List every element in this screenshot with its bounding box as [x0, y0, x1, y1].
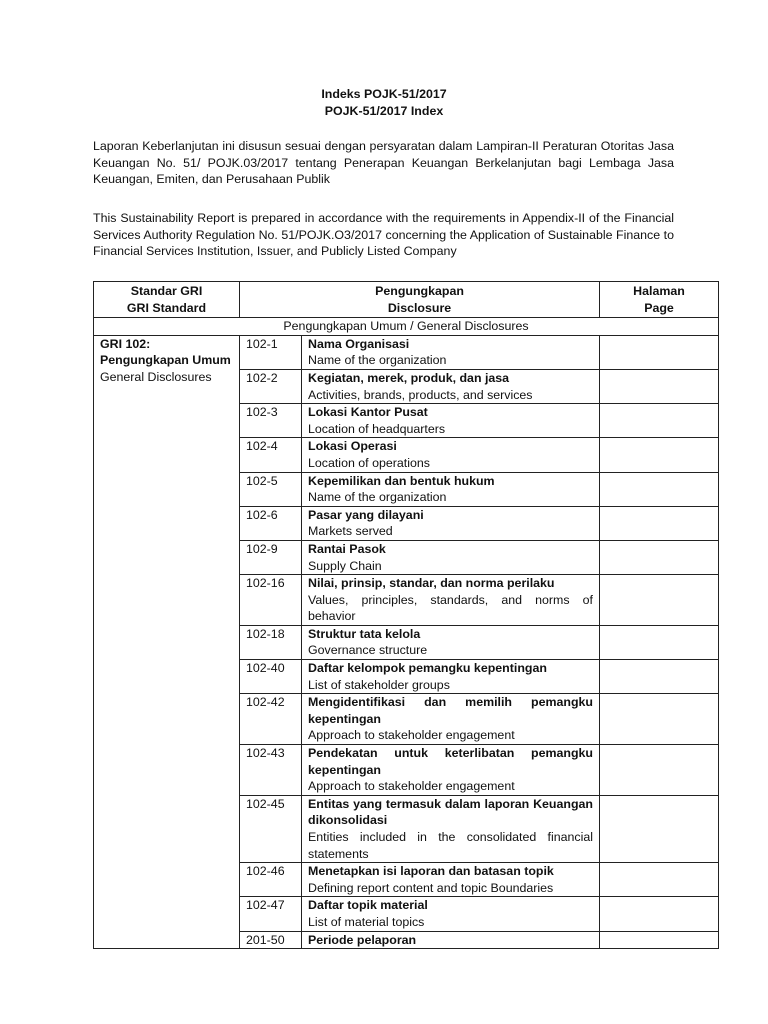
disclosure-description — [302, 575, 600, 626]
gri-standard-name-en: General Disclosures — [100, 369, 212, 384]
disclosure-description — [302, 369, 600, 403]
page-number-cell — [600, 335, 719, 369]
header-standard — [94, 282, 240, 318]
disclosure-title-en: Location of headquarters — [308, 421, 446, 436]
page-number-cell — [600, 660, 719, 694]
disclosure-title-id: Nama Organisasi — [308, 336, 410, 351]
header-disclosure-id: Pengungkapan — [375, 284, 464, 298]
disclosure-description — [302, 625, 600, 659]
disclosure-code: 102-1 — [240, 335, 302, 369]
gri-standard-code: GRI 102: — [100, 336, 151, 351]
disclosure-title-en: Values, principles, standards, and norms of behavior — [308, 592, 593, 624]
disclosure-title-en: Defining report content and topic Boundaries — [308, 880, 554, 895]
disclosure-title-en: Entities included in the consolidated financial statements — [308, 830, 593, 861]
disclosure-description — [302, 694, 600, 745]
disclosure-description — [302, 660, 600, 694]
disclosure-title-id: Menetapkan isi laporan dan batasan topik — [308, 864, 554, 879]
disclosure-title-id: Lokasi Kantor Pusat — [308, 405, 428, 420]
gri-index-table — [93, 281, 719, 949]
disclosure-title-id: Daftar kelompok pemangku kepentingan — [308, 661, 547, 676]
page-number-cell — [600, 438, 719, 472]
disclosure-title-en: Location of operations — [308, 455, 430, 470]
disclosure-code: 102-40 — [240, 660, 302, 694]
disclosure-title-en: Markets served — [308, 524, 393, 539]
disclosure-code: 102-43 — [240, 745, 302, 796]
disclosure-code: 102-16 — [240, 575, 302, 626]
header-standard-en: GRI Standard — [126, 300, 207, 315]
title-indonesian: Indeks POJK-51/2017 — [321, 87, 447, 101]
disclosure-title-id: Periode pelaporan — [308, 932, 417, 947]
disclosure-code: 102-3 — [240, 404, 302, 438]
disclosure-code: 102-9 — [240, 540, 302, 574]
disclosure-code: 102-45 — [240, 795, 302, 862]
disclosure-title-id: Mengidentifikasi dan memilih pemangku kepentingan — [308, 695, 593, 726]
page-number-cell — [600, 931, 719, 949]
disclosure-title-id: Daftar topik material — [308, 898, 428, 913]
disclosure-description — [302, 897, 600, 931]
disclosure-code: 102-4 — [240, 438, 302, 472]
disclosure-title-en: Activities, brands, products, and services — [308, 387, 533, 402]
page-number-cell — [600, 575, 719, 626]
header-disclosure — [240, 282, 600, 318]
disclosure-title-en: Approach to stakeholder engagement — [308, 779, 515, 794]
page-number-cell — [600, 863, 719, 897]
page-number-cell — [600, 472, 719, 506]
disclosure-title-en: List of material topics — [308, 914, 425, 929]
disclosure-title-id: Struktur tata kelola — [308, 626, 421, 641]
disclosure-code: 102-46 — [240, 863, 302, 897]
disclosure-title-en: List of stakeholder groups — [308, 677, 450, 692]
header-page — [600, 282, 719, 318]
header-page-en: Page — [644, 300, 674, 315]
section-heading: Pengungkapan Umum / General Disclosures — [94, 318, 719, 336]
intro-paragraph-english: This Sustainability Report is prepared in accordance with the requirements in Appendix-II of the Financial Services Authority Regulation No. 51/POJK.O3/2017 concerning the Application of Sustainable Finance to Financial Services Institution, Issuer, and Publicly Listed Company — [93, 211, 674, 259]
disclosure-title-id: Lokasi Operasi — [308, 439, 397, 454]
page-number-cell — [600, 625, 719, 659]
disclosure-title-id: Kepemilikan dan bentuk hukum — [308, 473, 495, 488]
disclosure-code: 102-47 — [240, 897, 302, 931]
page-number-cell — [600, 745, 719, 796]
title-english: POJK-51/2017 Index — [324, 104, 444, 118]
section-row — [94, 318, 719, 336]
page-number-cell — [600, 404, 719, 438]
disclosure-title-id: Rantai Pasok — [308, 541, 386, 556]
disclosure-description — [302, 438, 600, 472]
disclosure-code: 102-6 — [240, 506, 302, 540]
disclosure-title-id: Pendekatan untuk keterlibatan pemangku kepentingan — [308, 746, 593, 777]
disclosure-code: 102-42 — [240, 694, 302, 745]
page-number-cell — [600, 897, 719, 931]
page-number-cell — [600, 540, 719, 574]
disclosure-description — [302, 335, 600, 369]
disclosure-description — [302, 472, 600, 506]
header-disclosure-en: Disclosure — [387, 300, 452, 315]
disclosure-description — [302, 795, 600, 862]
disclosure-title-en: Name of the organization — [308, 490, 447, 505]
table-row — [94, 335, 719, 369]
disclosure-code: 102-5 — [240, 472, 302, 506]
disclosure-title-id: Nilai, prinsip, standar, dan norma perilaku — [308, 576, 555, 591]
header-page-id: Halaman — [633, 284, 685, 298]
disclosure-code: 201-50 — [240, 931, 302, 949]
disclosure-description — [302, 863, 600, 897]
page-number-cell — [600, 795, 719, 862]
disclosure-title-en: Approach to stakeholder engagement — [308, 728, 515, 743]
disclosure-title-id: Pasar yang dilayani — [308, 507, 424, 522]
page-number-cell — [600, 369, 719, 403]
disclosure-title-en: Governance structure — [308, 643, 428, 658]
disclosure-code: 102-2 — [240, 369, 302, 403]
disclosure-title-en: Name of the organization — [308, 353, 447, 368]
gri-standard-name-id: Pengungkapan Umum — [100, 353, 231, 368]
intro-paragraph-indonesian: Laporan Keberlanjutan ini disusun sesuai dengan persyaratan dalam Lampiran-II Peraturan Otoritas Jasa Keuangan No. 51/ POJK.03/2017 tentang Penerapan Keuangan Berkelanjutan bagi Lembaga Jasa Keuangan, Emiten, dan Perusahaan Publik — [93, 139, 674, 187]
disclosure-description — [302, 506, 600, 540]
disclosure-description — [302, 931, 600, 949]
table-header-row — [94, 282, 719, 318]
header-standard-id: Standar GRI — [130, 284, 203, 298]
page-number-cell — [600, 506, 719, 540]
title-block — [0, 86, 768, 120]
disclosure-description — [302, 745, 600, 796]
disclosure-title-id: Entitas yang termasuk dalam laporan Keuangan dikonsolidasi — [308, 796, 593, 828]
disclosure-title-id: Kegiatan, merek, produk, dan jasa — [308, 370, 510, 385]
disclosure-description — [302, 540, 600, 574]
disclosure-description — [302, 404, 600, 438]
gri-standard-cell — [94, 335, 240, 948]
disclosure-code: 102-18 — [240, 625, 302, 659]
disclosure-title-en: Supply Chain — [308, 558, 382, 573]
page-number-cell — [600, 694, 719, 745]
